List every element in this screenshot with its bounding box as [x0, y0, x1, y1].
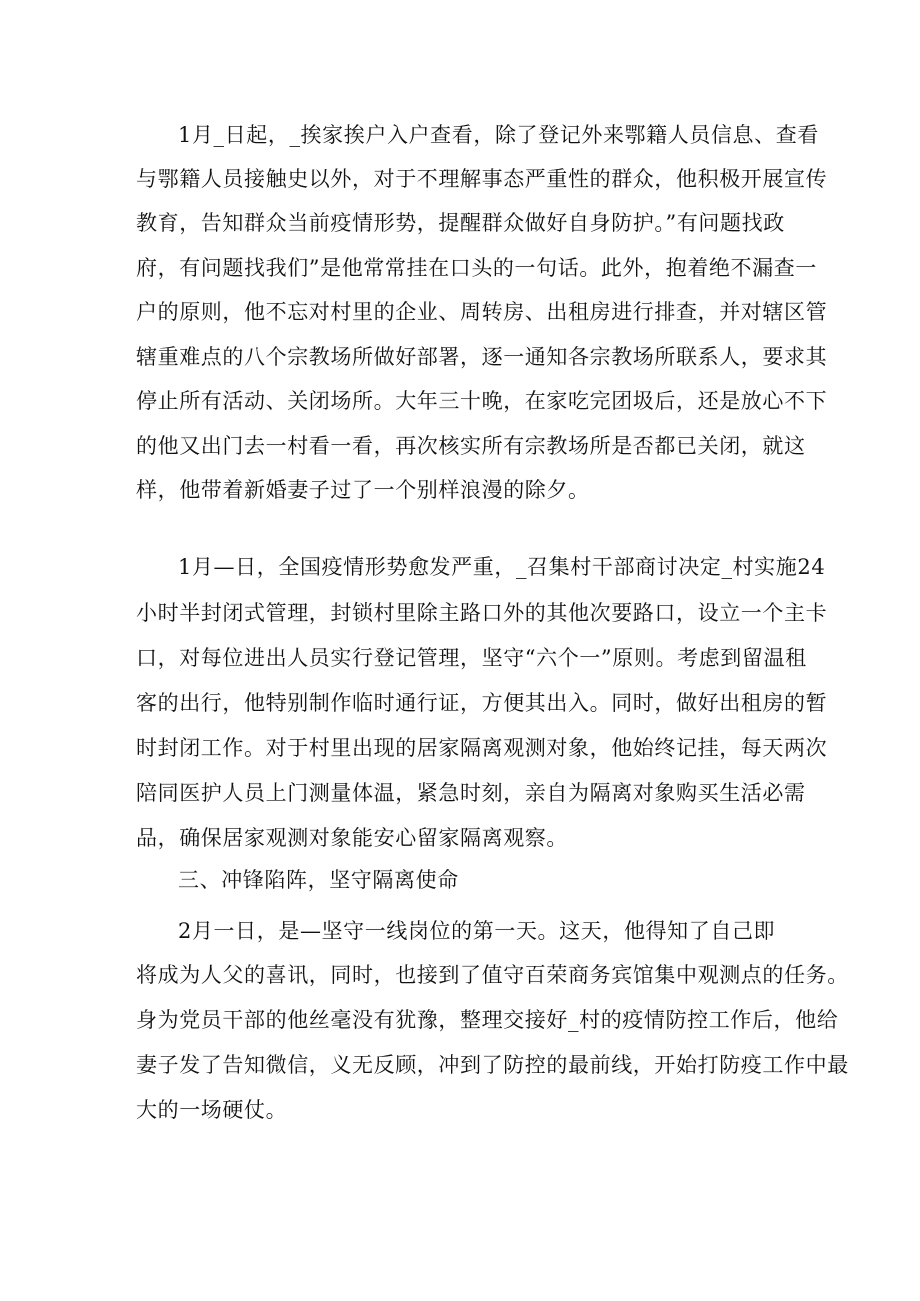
paragraph-3-line-4: 妻子发了告知微信，义无反顾，冲到了防控的最前线，开始打防疫工作中最	[136, 1053, 849, 1077]
paragraph-3-line-3: 身为党员干部的他丝毫没有犹豫，整理交接好_村的疫情防控工作后，他给	[136, 1008, 839, 1032]
paragraph-2-line-6: 陪同医护人员上门测量体温，紧急时刻，亲自为隔离对象购买生活必需	[136, 781, 806, 805]
paragraph-2-line-5: 时封闭工作。对于村里出现的居家隔离观测对象，他始终记挂，每天两次	[136, 736, 828, 760]
paragraph-1-line-9: 样，他带着新婚妻子过了一个别样浪漫的除夕。	[136, 478, 590, 502]
paragraph-1-line-2: 与鄂籍人员接触史以外，对于不理解事态严重性的群众，他积极开展宣传	[136, 167, 828, 191]
section-heading: 三、冲锋陷阵，坚守隔离使命	[178, 868, 459, 892]
paragraph-2-line-3: 口，对每位进出人员实行登记管理，坚守“六个一”原则。考虑到留温租	[136, 646, 807, 670]
paragraph-1-line-8: 的他又出门去一村看一看，再次核实所有宗教场所是否都已关闭，就这	[136, 434, 806, 458]
paragraph-2-line-1: 1月—日，全国疫情形势愈发严重，_召集村干部商讨决定_村实施24	[178, 555, 826, 579]
paragraph-1-line-1: 1月_日起，_挨家挨户入户查看，除了登记外来鄂籍人员信息、查看	[178, 123, 819, 147]
paragraph-3-line-5: 大的一场硬仗。	[136, 1098, 288, 1122]
paragraph-1-line-3: 教育，告知群众当前疫情形势，提醒群众做好自身防护。”有问题找政	[136, 211, 785, 235]
paragraph-1-line-4: 府，有问题找我们”是他常常挂在口头的一句话。此外，抱着绝不漏查一	[136, 256, 817, 280]
paragraph-3-line-2: 将成为人父的喜讯，同时，也接到了值守百荣商务宾馆集中观测点的任务。	[136, 963, 849, 987]
paragraph-1-line-6: 辖重难点的八个宗教场所做好部署，逐一通知各宗教场所联系人，要求其	[136, 345, 828, 369]
paragraph-1-line-7: 停止所有活动、关闭场所。大年三十晚，在家吃完团圾后，还是放心不下	[136, 389, 828, 413]
paragraph-1-line-5: 户的原则，他不忘对村里的企业、周转房、出租房进行排查，并对辖区管	[136, 300, 828, 324]
paragraph-2-line-2: 小时半封闭式管理，封锁村里除主路口外的其他次要路口，设立一个主卡	[136, 601, 828, 625]
paragraph-3-line-1: 2月一日，是—坚守一线岗位的第一天。这天，他得知了自己即	[178, 919, 776, 943]
paragraph-2-line-7: 品，确保居家观测对象能安心留家隔离观察。	[136, 826, 568, 850]
paragraph-2-line-4: 客的出行，他特别制作临时通行证，方便其出入。同时，做好出租房的暂	[136, 691, 828, 715]
